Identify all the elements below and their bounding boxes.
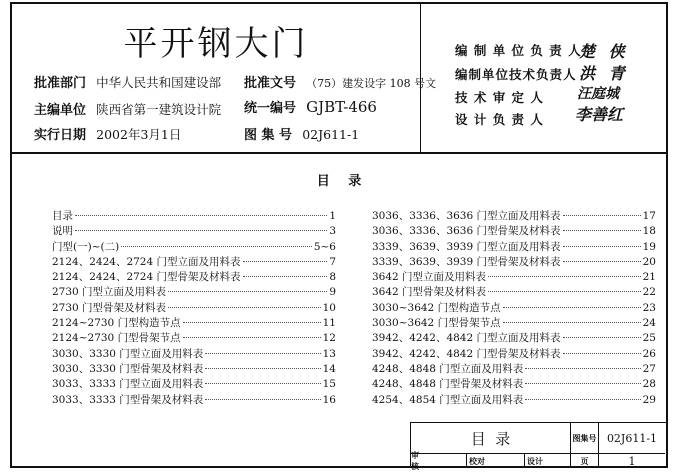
toc-entry[interactable] [52,376,336,391]
page-number: 1 [628,454,636,468]
toc-heading: 目 录 [316,174,362,189]
toc-entry[interactable] [52,223,336,238]
toc-entry-title: 4248、4848 门型立面及用料表 [372,362,524,375]
toc-entry-title: 3030~3642 门型构造节点 [372,301,501,314]
drawing-frame [10,2,668,471]
approval-doc-label: 批准文号 [244,76,297,91]
approval-info-panel [12,4,437,152]
chief-unit-row [34,99,221,118]
dot-leader [205,368,320,369]
toc-entry-title: 4254、4854 门型立面及用料表 [372,393,524,406]
toc-entry-page: 10 [322,301,336,314]
toc-entry[interactable] [52,284,336,299]
signature: 楚 侠 [579,42,629,61]
approval-dept-row [34,72,221,91]
toc-entry-page: 5~6 [313,240,336,253]
toc-entry-title: 目录 [52,210,73,222]
signature: 李善红 [575,105,624,124]
toc-entry-page: 1 [329,210,336,222]
dot-leader [488,276,641,277]
effective-date-row [34,124,181,143]
dot-leader [503,322,641,323]
toc-entry[interactable] [52,361,336,376]
dot-leader [525,399,640,400]
toc-entry[interactable] [372,284,656,299]
toc-entry[interactable] [52,208,336,223]
toc-entry-title: 3339、3639、3939 门型骨架及材料表 [372,255,561,268]
review-label: 审核 [411,451,419,471]
toc-entry-page: 25 [642,332,656,345]
atlas-no-label: 图 集 号 [244,128,293,143]
toc-entry-page: 17 [642,210,656,222]
approval-dept-value: 中华人民共和国建设部 [96,75,222,90]
toc-entry-page: 20 [642,255,656,268]
toc-entry[interactable] [372,392,656,407]
toc-entry-page: 19 [642,240,656,253]
effective-date-label: 实行日期 [34,128,87,143]
toc-entry-page: 27 [642,362,656,375]
toc-entry[interactable] [372,346,656,361]
toc-entry-page: 3 [329,225,336,238]
toc-entry-title: 3942、4242、4842 门型骨架及材料表 [372,347,561,360]
signature: 洪 青 [579,64,629,83]
approval-doc-row [244,72,436,91]
toc-entry-title: 2730 门型骨架及材料表 [52,301,167,314]
dot-leader [563,353,641,354]
toc-entry-title: 2124、2424、2724 门型骨架及材料表 [52,271,241,284]
design-label: 设计 [527,456,543,466]
toc-entry[interactable] [372,223,656,238]
dot-leader [563,230,641,231]
dot-leader [563,215,641,216]
toc-entry[interactable] [372,300,656,315]
page-label: 页 [571,454,599,468]
dot-leader [168,307,321,308]
dot-leader [525,368,640,369]
toc-entry-title: 说明 [52,225,73,238]
atlas-no-value: 02J611-1 [599,423,665,454]
toc-entry-title: 3942、4242、4842 门型立面及用料表 [372,332,561,345]
dot-leader [488,291,641,292]
dot-leader [75,215,327,216]
toc-entry[interactable] [372,315,656,330]
toc-entry-title: 3642 门型骨架及材料表 [372,286,487,299]
toc-entry-title: 3033、3333 门型立面及用料表 [52,378,204,391]
unified-no-row [244,97,377,116]
toc-entry[interactable] [52,346,336,361]
role-label: 设 计 负 责 人 [455,112,544,127]
toc-entry-title: 3030、3330 门型立面及用料表 [52,347,204,360]
role-label: 编制单位技术负责人 [455,67,577,82]
dot-leader [183,337,321,338]
check-signature [487,454,525,468]
dot-leader [563,261,641,262]
toc-entry-title: 3036、3336、3636 门型立面及用料表 [372,210,561,222]
chief-unit-value: 陕西省第一建筑设计院 [96,102,222,117]
toc-entry-title: 2124~2730 门型骨架节点 [52,332,181,345]
unified-no-label: 统一编号 [244,101,297,116]
toc-entry-page: 28 [642,378,656,391]
toc-entry-title: 2124、2424、2724 门型立面及用料表 [52,255,241,268]
document-title: 平开钢大门 [123,24,309,64]
toc-entry-page: 23 [642,301,656,314]
toc-entry[interactable] [372,361,656,376]
dot-leader [243,276,328,277]
approval-dept-label: 批准部门 [34,76,87,91]
dot-leader [503,307,641,308]
toc-entry-page: 16 [322,393,336,406]
toc-entry-title: 门型(一)~(二) [52,240,120,253]
toc-entry[interactable] [52,269,336,284]
toc-entry[interactable] [372,376,656,391]
toc-entry[interactable] [52,239,336,254]
toc-entry[interactable] [372,239,656,254]
check-label: 校对 [469,456,485,466]
toc-entry-page: 24 [642,317,656,330]
toc-entry-page: 18 [642,225,656,238]
toc-entry-title: 3033、3333 门型骨架及材料表 [52,393,204,406]
toc-entry[interactable] [372,269,656,284]
toc-entry-page: 13 [322,347,336,360]
review-signature [425,454,467,468]
toc-entry[interactable] [372,208,656,223]
toc-entry[interactable] [372,254,656,269]
responsibility-panel [421,4,666,152]
toc-entry-page: 15 [322,378,336,391]
toc-left-column [52,208,336,407]
toc-entry[interactable] [52,254,336,269]
toc-entry-page: 14 [322,362,336,375]
dot-leader [205,353,320,354]
toc-entry-title: 3642 门型立面及用料表 [372,271,487,284]
toc-entry[interactable] [52,300,336,315]
dot-leader [563,337,641,338]
dot-leader [205,399,320,400]
unified-no-value: GJBT-466 [306,98,377,116]
dot-leader [205,383,320,384]
toc-entry-title: 4248、4848 门型骨架及材料表 [372,378,524,391]
dot-leader [563,246,641,247]
design-signature [545,454,571,468]
toc-entry-page: 8 [329,271,336,284]
atlas-no-row [244,124,359,143]
toc-right-column [372,208,656,407]
role-label: 技 术 审 定 人 [455,90,544,105]
toc-entry-page: 21 [642,271,656,284]
chief-unit-label: 主编单位 [34,103,87,118]
toc-entry[interactable] [52,315,336,330]
dot-leader [121,246,312,247]
toc-entry-page: 29 [642,393,656,406]
signature: 汪庭城 [577,86,619,102]
toc-entry-title: 3339、3639、3939 门型立面及用料表 [372,240,561,253]
toc-entry-title: 2124~2730 门型构造节点 [52,317,181,330]
dot-leader [75,230,327,231]
atlas-no-label: 图集号 [571,423,599,454]
dot-leader [183,322,321,323]
toc-entry[interactable] [52,392,336,407]
sheet-title: 目 录 [411,423,571,454]
toc-entry-page: 22 [642,286,656,299]
approval-doc-value: （75）建发设字 108 号文 [306,77,437,90]
toc-entry-title: 3030~3642 门型骨架节点 [372,317,501,330]
role-label: 编 制 单 位 负 责 人 [455,43,582,58]
cover-header [12,4,666,154]
toc-entry-title: 2730 门型立面及用料表 [52,286,167,299]
atlas-no-value: 02J611-1 [302,127,360,142]
dot-leader [243,261,328,262]
toc-entry[interactable] [372,330,656,345]
toc-entry-page: 12 [322,332,336,345]
title-block [410,422,666,471]
toc-entry-page: 9 [329,286,336,299]
toc-entry-page: 26 [642,347,656,360]
toc-entry-page: 7 [329,255,336,268]
toc-entry-page: 11 [322,317,336,330]
toc-entry[interactable] [52,330,336,345]
toc-entry-title: 3030、3330 门型骨架及材料表 [52,362,204,375]
toc-entry-title: 3036、3336、3636 门型骨架及材料表 [372,225,561,238]
dot-leader [525,383,640,384]
effective-date-value: 2002年3月1日 [96,127,182,142]
dot-leader [168,291,327,292]
